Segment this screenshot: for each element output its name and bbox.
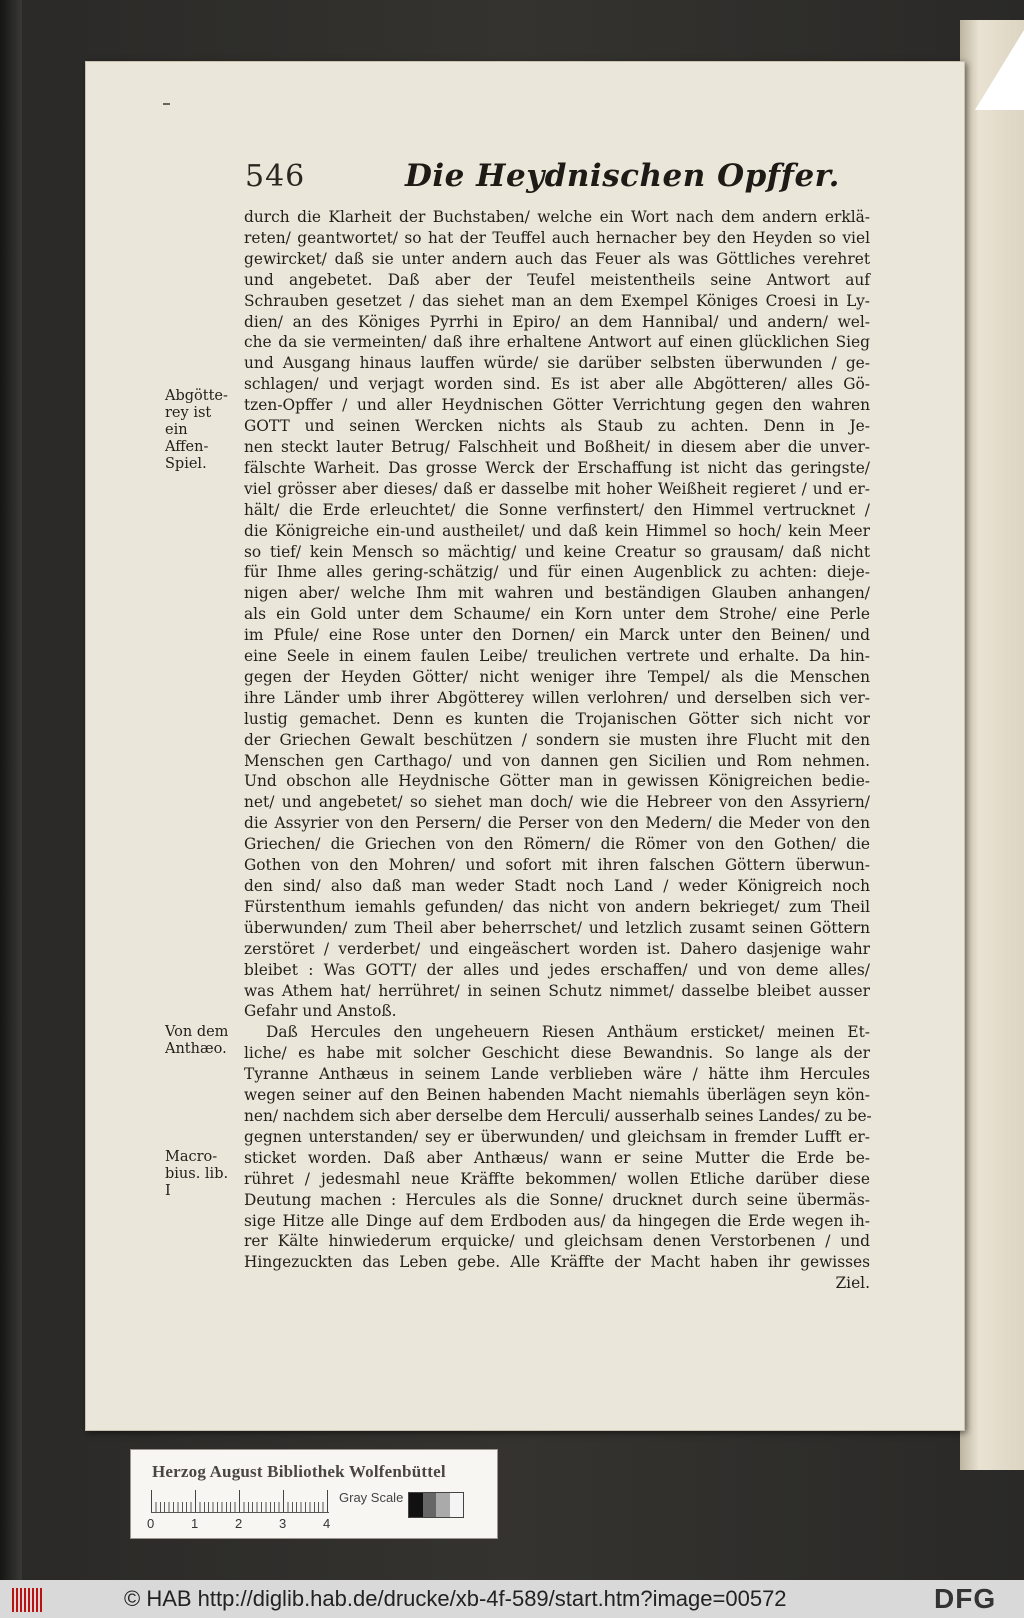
binding-edge (0, 0, 22, 1580)
facing-page-edge (960, 20, 1024, 1470)
text-line: für Ihme alles gering-schätzig/ und für einen Augenblick zu achten: dieje- (244, 563, 870, 582)
ruler (151, 1490, 329, 1513)
text-line: wegen seiner auf den Beinen habenden Macht niemahls überlägen seyn kön- (244, 1086, 870, 1105)
margin-note-antaeus (165, 1024, 235, 1058)
page-number: 546 (245, 159, 306, 194)
text-line: tzen-Opffer / und aller Heydnischen Götter Verrichtung gegen den wahren (244, 396, 870, 415)
text-line: nen steckt lauter Betrug/ Falschheit und Boßheit/ in diesem aber die unver- (244, 437, 870, 456)
body-text (244, 207, 870, 1294)
text-line: rühret / jedesmahl neue Kräffte bekommen/ wollen Etliche darüber diese (244, 1169, 870, 1188)
text-line: sticket worden. Daß aber Anthæus/ wann er seine Mutter die Erde be- (244, 1148, 870, 1167)
text-line: che da sie vermeinten/ daß ihre erhaltene Antwort auf einen glücklichen Sieg (244, 333, 870, 352)
text-line: durch die Klarheit der Buchstaben/ welche ein Wort nach dem andern erklä- (244, 208, 870, 226)
text-line: Gothen von den Mohren/ und sofort mit ihren falschen Göttern überwun- (244, 856, 870, 875)
margin-note-line: Affen- (165, 439, 209, 455)
text-line: Fürstenthum iemahls gefunden/ das nicht von andern bekrieget/ zum Theil (244, 897, 870, 916)
margin-note-macrobius (165, 1149, 235, 1200)
margin-note-line: Anthæo. (165, 1041, 227, 1057)
text-line: und angebetet. Daß aber der Teufel meistentheils seine Antwort auf (244, 270, 870, 289)
margin-note-idolatry (165, 388, 235, 473)
text-line: gegnen unterstanden/ sey er überwunden/ und gleichsam in fremder Lufft er- (244, 1127, 870, 1146)
ruler-tick (151, 1490, 152, 1512)
text-line: Griechen/ die Griechen von den Römern/ die Römer von den Gothen/ die (244, 835, 870, 854)
text-line: schlagen/ und verjagt worden sind. Es ist aber alle Abgötteren/ alles Gö- (244, 375, 870, 394)
text-line: so tief/ kein Mensch so mächtig/ und keine Creatur so grausam/ daß nicht (244, 542, 870, 561)
text-line: Tyranne Anthæus in seinem Lande verblieben wäre / hätte ihm Hercules (244, 1065, 870, 1084)
text-line: sige Hitze alle Dinge auf dem Erdboden aus/ da hingegen die Erde wegen ih- (244, 1211, 870, 1230)
margin-note-line: rey ist ein (165, 405, 212, 438)
text-line: Ziel. (835, 1274, 870, 1293)
text-line: lustig gemachet. Denn es kunten die Trojanischen Götter sich nicht vor (244, 709, 870, 728)
text-line: liche/ es habe mit solcher Geschicht diese Bewandnis. So lange als der (244, 1044, 870, 1063)
text-line: Daß Hercules den ungeheuern Riesen Anthäum ersticket/ meinen Et- (266, 1023, 870, 1042)
page-corner-fold (975, 30, 1024, 110)
margin-note-line: bius. lib. I (165, 1166, 229, 1199)
book-page (85, 61, 965, 1431)
text-line: bleibet : Was GOTT/ der alles und jedes erschaffen/ und von deme alles/ (244, 960, 870, 979)
footer-bar (0, 1580, 1024, 1618)
gray-swatch-dark (423, 1493, 437, 1517)
ruler-tick (239, 1490, 240, 1512)
gray-swatch-black (409, 1493, 423, 1517)
text-line: dien/ an des Königes Pyrrhi in Epiro/ an dem Hannibal/ und andern/ wel- (244, 312, 870, 331)
margin-note-line: Von dem (165, 1024, 229, 1040)
margin-note-line: Abgötte- (165, 388, 228, 404)
text-line: GOTT und seinen Wercken nichts als Staub zu achten. Denn in Je- (244, 417, 870, 436)
ruler-number: 2 (235, 1516, 243, 1531)
ruler-number: 0 (147, 1516, 155, 1531)
text-line: überwunden/ zum Theil aber beherrschet/ und letzlich zusamt seinen Göttern (244, 918, 870, 937)
text-line: eine Seele in einem faulen Leibe/ treulichen vertrete und erhalte. Da hin- (244, 647, 870, 666)
ruler-number: 3 (279, 1516, 287, 1531)
library-label-card (130, 1449, 498, 1539)
text-line: fälschte Warheit. Das grosse Werck der Erschaffung ist nicht das geringste/ (244, 458, 870, 477)
text-line: viel grösser aber dieses/ daß er dasselbe mit hoher Weißheit regieret / und er- (244, 479, 870, 498)
text-line: und Ausgang hinaus lauffen würde/ sie darüber selbsten überwunden / ge- (244, 354, 870, 373)
text-line: reten/ geantwortet/ so hat der Teuffel auch hernacher bey den Heyden so viel (244, 228, 870, 247)
running-head: Die Heydnischen Opffer. (405, 158, 840, 194)
gray-scale-swatch (408, 1492, 464, 1518)
text-line: Hingezuckten das Leben gebe. Alle Kräffte der Macht haben ihr gewisses (244, 1253, 870, 1272)
gray-swatch-light (436, 1493, 450, 1517)
text-line: net/ und angebetet/ so siehet man doch/ wie die Hebreer von den Assyriern/ (244, 793, 870, 812)
text-line: Schrauben gesetzet / das siehet man an dem Exempel Königes Croesi in Ly- (244, 291, 870, 310)
margin-note-line: Macro- (165, 1149, 218, 1165)
text-line: der Griechen Gewalt beschützen / sondern sie musten ihre Flucht mit den (244, 730, 870, 749)
ruler-tick (195, 1490, 196, 1512)
text-line: die Königreiche ein-und austheilet/ und daß kein Himmel so hoch/ kein Meer (244, 521, 870, 540)
margin-note-line: Spiel. (165, 456, 207, 472)
text-line: rer Kälte hinwiederum erquicke/ und gleichsam denen Verstorbenen / und (244, 1232, 870, 1251)
library-name: Herzog August Bibliothek Wolfenbüttel (152, 1462, 446, 1481)
text-line: nen/ nachdem sich aber derselbe dem Herculi/ ausserhalb seines Landes/ zu be- (244, 1106, 872, 1125)
text-line: ihre Länder umb ihrer Abgötterey willen verlohren/ und derselben sich ver- (244, 688, 870, 707)
text-line: gegen der Heyden Götter/ nicht weniger ihre Tempel/ als die Menschen (244, 667, 870, 686)
text-line: nigen aber/ welche Ihm mit wahren und beständigen Glauben anhangen/ (244, 584, 870, 603)
text-line: die Assyrier von den Persern/ die Perser von den Medern/ die Meder von den (244, 814, 870, 833)
ruler-number: 1 (191, 1516, 199, 1531)
text-line: Und obschon alle Heydnische Götter man in gewissen Königreichen bedie- (244, 772, 870, 791)
dfg-logo: DFG (934, 1583, 997, 1614)
hab-logo-icon (12, 1588, 44, 1612)
text-line: Menschen gen Carthago/ und von dannen gen Sicilien und Rom nehmen. (244, 751, 870, 770)
ruler-number: 4 (323, 1516, 331, 1531)
ruler-tick (283, 1490, 284, 1512)
text-line: als ein Gold unter dem Schaume/ ein Korn unter dem Strohe/ eine Perle (244, 605, 870, 624)
gray-swatch-white (450, 1493, 464, 1517)
text-line: im Pfule/ eine Rose unter den Dornen/ ein Marck unter den Beinen/ und (244, 626, 870, 645)
ruler-tick (327, 1490, 328, 1512)
text-line: hält/ die Erde erleuchtet/ die Sonne verfinstert/ den Himmel vertrucknet / (244, 500, 870, 519)
text-line: zerstöret / verderbet/ und eingeäschert worden ist. Dahero dasjenige wahr (244, 939, 870, 958)
text-line: Gefahr und Anstoß. (244, 1002, 397, 1021)
text-line: gewircket/ daß sie unter andern auch das Feuer als was Göttliches verehret (244, 249, 870, 268)
gray-scale-label: Gray Scale (339, 1490, 404, 1505)
page-mark (163, 103, 170, 105)
citation-link[interactable]: © HAB http://diglib.hab.de/drucke/xb-4f-589/start.htm?image=00572 (124, 1586, 787, 1611)
text-line: den sind/ also daß man weder Stadt noch Land / weder Königreich noch (244, 877, 870, 895)
text-line: was Athem hat/ herrühret/ in seinen Schutz nimmet/ dasselbe bleibet ausser (244, 981, 870, 1000)
text-line: Deutung machen : Hercules als die Sonne/ drucknet durch seine übermäs- (244, 1190, 870, 1209)
